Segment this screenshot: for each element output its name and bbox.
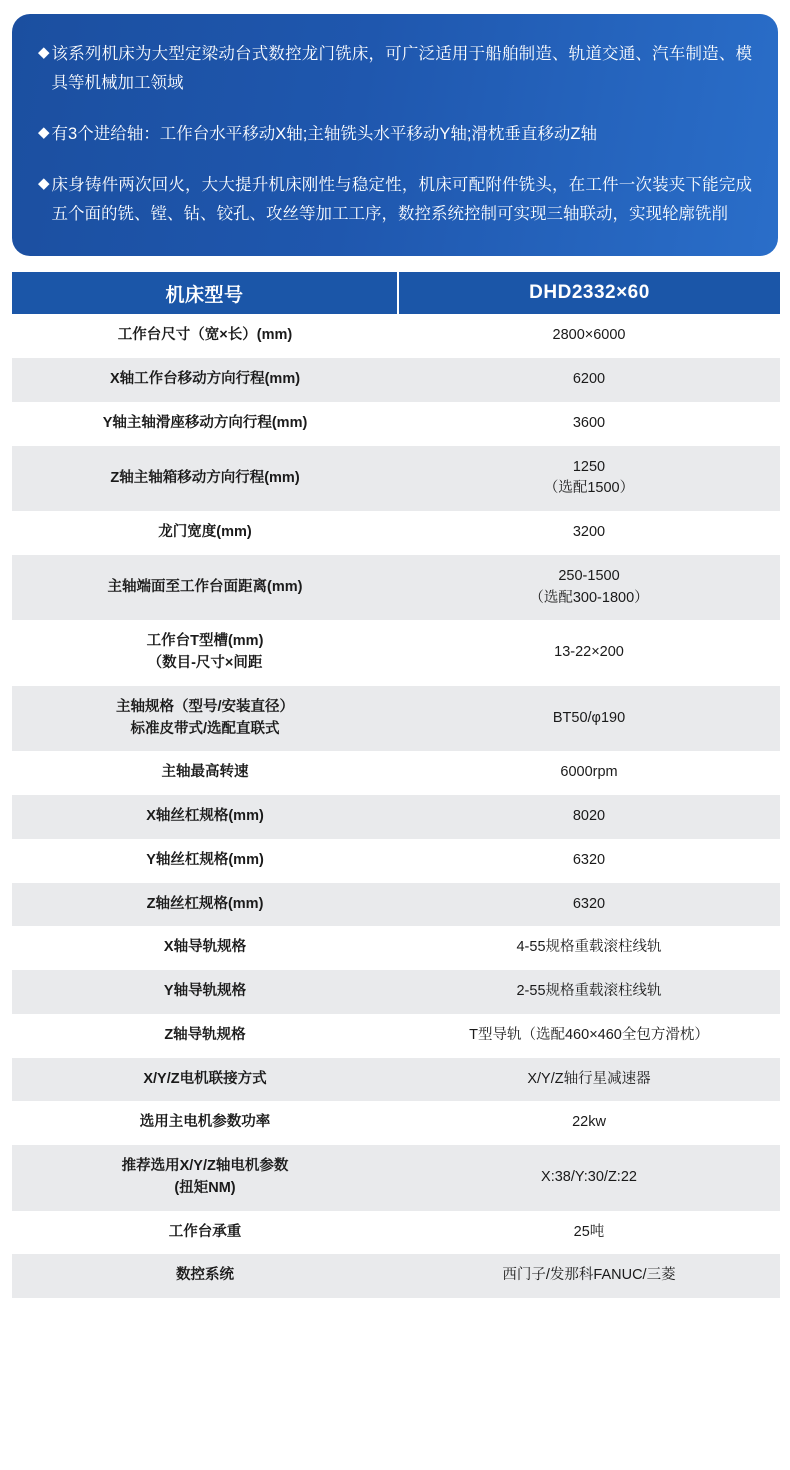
spec-label-line: 标准皮带式/选配直联式 bbox=[130, 720, 280, 737]
spec-value bbox=[398, 1211, 780, 1255]
spec-value-line: 6320 bbox=[572, 895, 606, 912]
spec-label-line: （数目-尺寸×间距 bbox=[147, 655, 263, 672]
diamond-bullet-icon: ◆ bbox=[38, 123, 50, 141]
spec-value-line: 6000rpm bbox=[560, 764, 618, 781]
spec-label bbox=[12, 446, 398, 512]
table-row bbox=[12, 686, 780, 752]
spec-value bbox=[398, 1058, 780, 1102]
spec-value-line: 6200 bbox=[572, 371, 606, 388]
spec-label-line: X轴导轨规格 bbox=[163, 939, 247, 956]
specification-table bbox=[12, 272, 780, 1298]
table-row bbox=[12, 402, 780, 446]
spec-value bbox=[398, 1014, 780, 1058]
table-row bbox=[12, 555, 780, 621]
table-row bbox=[12, 1211, 780, 1255]
table-row bbox=[12, 358, 780, 402]
spec-value bbox=[398, 839, 780, 883]
table-body bbox=[12, 314, 780, 1298]
spec-value bbox=[398, 686, 780, 752]
spec-label bbox=[12, 686, 398, 752]
spec-value bbox=[398, 358, 780, 402]
table-header bbox=[12, 272, 780, 314]
spec-label bbox=[12, 839, 398, 883]
spec-value bbox=[398, 751, 780, 795]
diamond-bullet-icon: ◆ bbox=[38, 44, 50, 61]
table-row bbox=[12, 795, 780, 839]
spec-value-line: X/Y/Z轴行星减速器 bbox=[527, 1070, 651, 1087]
spec-value-line: 4-55规格重载滚柱线轨 bbox=[516, 939, 662, 956]
spec-label-line: Z轴丝杠规格(mm) bbox=[146, 895, 264, 912]
spec-label-line: 选用主电机参数功率 bbox=[139, 1114, 271, 1131]
spec-label-line: 工作台T型槽(mm) bbox=[146, 633, 264, 650]
spec-label bbox=[12, 314, 398, 358]
spec-value-line: （选配300-1800） bbox=[529, 589, 649, 606]
spec-value-line: 西门子/发那科FANUC/三菱 bbox=[502, 1267, 676, 1284]
spec-label-line: Z轴主轴箱移动方向行程(mm) bbox=[110, 469, 300, 486]
table-row bbox=[12, 511, 780, 555]
table-row bbox=[12, 1145, 780, 1211]
table-header-cell-model-value: DHD2332×60 bbox=[398, 272, 780, 314]
spec-value bbox=[398, 314, 780, 358]
table-row bbox=[12, 1014, 780, 1058]
spec-label bbox=[12, 1145, 398, 1211]
spec-label-line: 数控系统 bbox=[176, 1267, 234, 1284]
spec-value bbox=[398, 795, 780, 839]
table-row bbox=[12, 1101, 780, 1145]
spec-value-line: T型导轨（选配460×460全包方滑枕） bbox=[469, 1026, 709, 1043]
spec-value-line: 25吨 bbox=[573, 1223, 605, 1240]
table-row bbox=[12, 883, 780, 927]
spec-label bbox=[12, 620, 398, 686]
spec-label-line: (扭矩NM) bbox=[174, 1179, 236, 1196]
table-row bbox=[12, 1254, 780, 1298]
spec-label bbox=[12, 1101, 398, 1145]
spec-value-line: 8020 bbox=[572, 808, 606, 825]
spec-label bbox=[12, 511, 398, 555]
spec-value-line: 13-22×200 bbox=[554, 644, 624, 661]
spec-value-line: （选配1500） bbox=[543, 480, 635, 497]
spec-value-line: 3200 bbox=[572, 524, 606, 541]
spec-value bbox=[398, 446, 780, 512]
spec-label-line: 龙门宽度(mm) bbox=[158, 524, 252, 541]
diamond-bullet-icon: ◆ bbox=[38, 174, 50, 192]
spec-value-line: 1250 bbox=[572, 458, 606, 475]
spec-label bbox=[12, 926, 398, 970]
spec-value bbox=[398, 1145, 780, 1211]
table-header-row bbox=[12, 272, 780, 314]
spec-value bbox=[398, 1254, 780, 1298]
intro-panel bbox=[12, 14, 778, 256]
spec-label bbox=[12, 1014, 398, 1058]
table-row bbox=[12, 1058, 780, 1102]
intro-item-text: 床身铸件两次回火，大大提升机床刚性与稳定性，机床可配附件铣头，在工件一次装夹下能完成五个面的铣、镗、钻、铰孔、攻丝等加工工序，数控系统控制可实现三轴联动，实现轮廓铣削 bbox=[51, 175, 752, 223]
table-row bbox=[12, 839, 780, 883]
spec-label-line: 主轴端面至工作台面距离(mm) bbox=[107, 578, 303, 595]
spec-label-line: 主轴规格（型号/安装直径） bbox=[115, 698, 295, 715]
spec-value bbox=[398, 926, 780, 970]
spec-label bbox=[12, 1058, 398, 1102]
spec-label-line: 工作台尺寸（宽×长）(mm) bbox=[117, 327, 293, 344]
spec-value-line: 250-1500 bbox=[558, 567, 620, 584]
spec-label-line: Z轴导轨规格 bbox=[164, 1026, 246, 1043]
table-row bbox=[12, 926, 780, 970]
spec-label-line: 推荐选用X/Y/Z轴电机参数 bbox=[121, 1158, 289, 1175]
table-row bbox=[12, 620, 780, 686]
table-row bbox=[12, 751, 780, 795]
spec-label-line: X轴丝杠规格(mm) bbox=[146, 808, 264, 825]
table-row bbox=[12, 446, 780, 512]
spec-value bbox=[398, 883, 780, 927]
table-row bbox=[12, 314, 780, 358]
intro-item-text: 有3个进给轴：工作台水平移动X轴;主轴铣头水平移动Y轴;滑枕垂直移动Z轴 bbox=[51, 124, 597, 143]
spec-label-line: Y轴导轨规格 bbox=[163, 983, 247, 1000]
table-header-cell-model-label: 机床型号 bbox=[12, 272, 398, 314]
spec-label bbox=[12, 1211, 398, 1255]
spec-label bbox=[12, 358, 398, 402]
intro-item bbox=[38, 40, 752, 98]
spec-label-line: Y轴主轴滑座移动方向行程(mm) bbox=[102, 414, 308, 431]
spec-value bbox=[398, 555, 780, 621]
spec-label bbox=[12, 795, 398, 839]
spec-value-line: 6320 bbox=[572, 851, 606, 868]
spec-label bbox=[12, 883, 398, 927]
spec-label-line: X轴工作台移动方向行程(mm) bbox=[109, 371, 301, 388]
spec-label bbox=[12, 555, 398, 621]
table-row bbox=[12, 970, 780, 1014]
spec-label bbox=[12, 402, 398, 446]
spec-label-line: Y轴丝杠规格(mm) bbox=[146, 851, 264, 868]
spec-value-line: X:38/Y:30/Z:22 bbox=[541, 1169, 637, 1185]
spec-value bbox=[398, 620, 780, 686]
spec-value bbox=[398, 1101, 780, 1145]
spec-value-line: 2800×6000 bbox=[552, 327, 626, 344]
spec-label bbox=[12, 751, 398, 795]
intro-item bbox=[38, 171, 752, 229]
intro-item bbox=[38, 120, 752, 149]
spec-label-line: 主轴最高转速 bbox=[161, 764, 249, 781]
spec-label-line: 工作台承重 bbox=[168, 1223, 242, 1240]
spec-value bbox=[398, 970, 780, 1014]
spec-value-line: 3600 bbox=[572, 414, 606, 431]
spec-value-line: BT50/φ190 bbox=[552, 709, 626, 726]
spec-value bbox=[398, 511, 780, 555]
spec-value bbox=[398, 402, 780, 446]
spec-label bbox=[12, 970, 398, 1014]
spec-value-line: 2-55规格重载滚柱线轨 bbox=[516, 983, 662, 1000]
spec-label-line: X/Y/Z电机联接方式 bbox=[143, 1070, 267, 1087]
spec-value-line: 22kw bbox=[572, 1114, 606, 1131]
spec-label bbox=[12, 1254, 398, 1298]
intro-item-text: 该系列机床为大型定梁动台式数控龙门铣床，可广泛适用于船舶制造、轨道交通、汽车制造、模具等机械加工领域 bbox=[51, 45, 752, 92]
